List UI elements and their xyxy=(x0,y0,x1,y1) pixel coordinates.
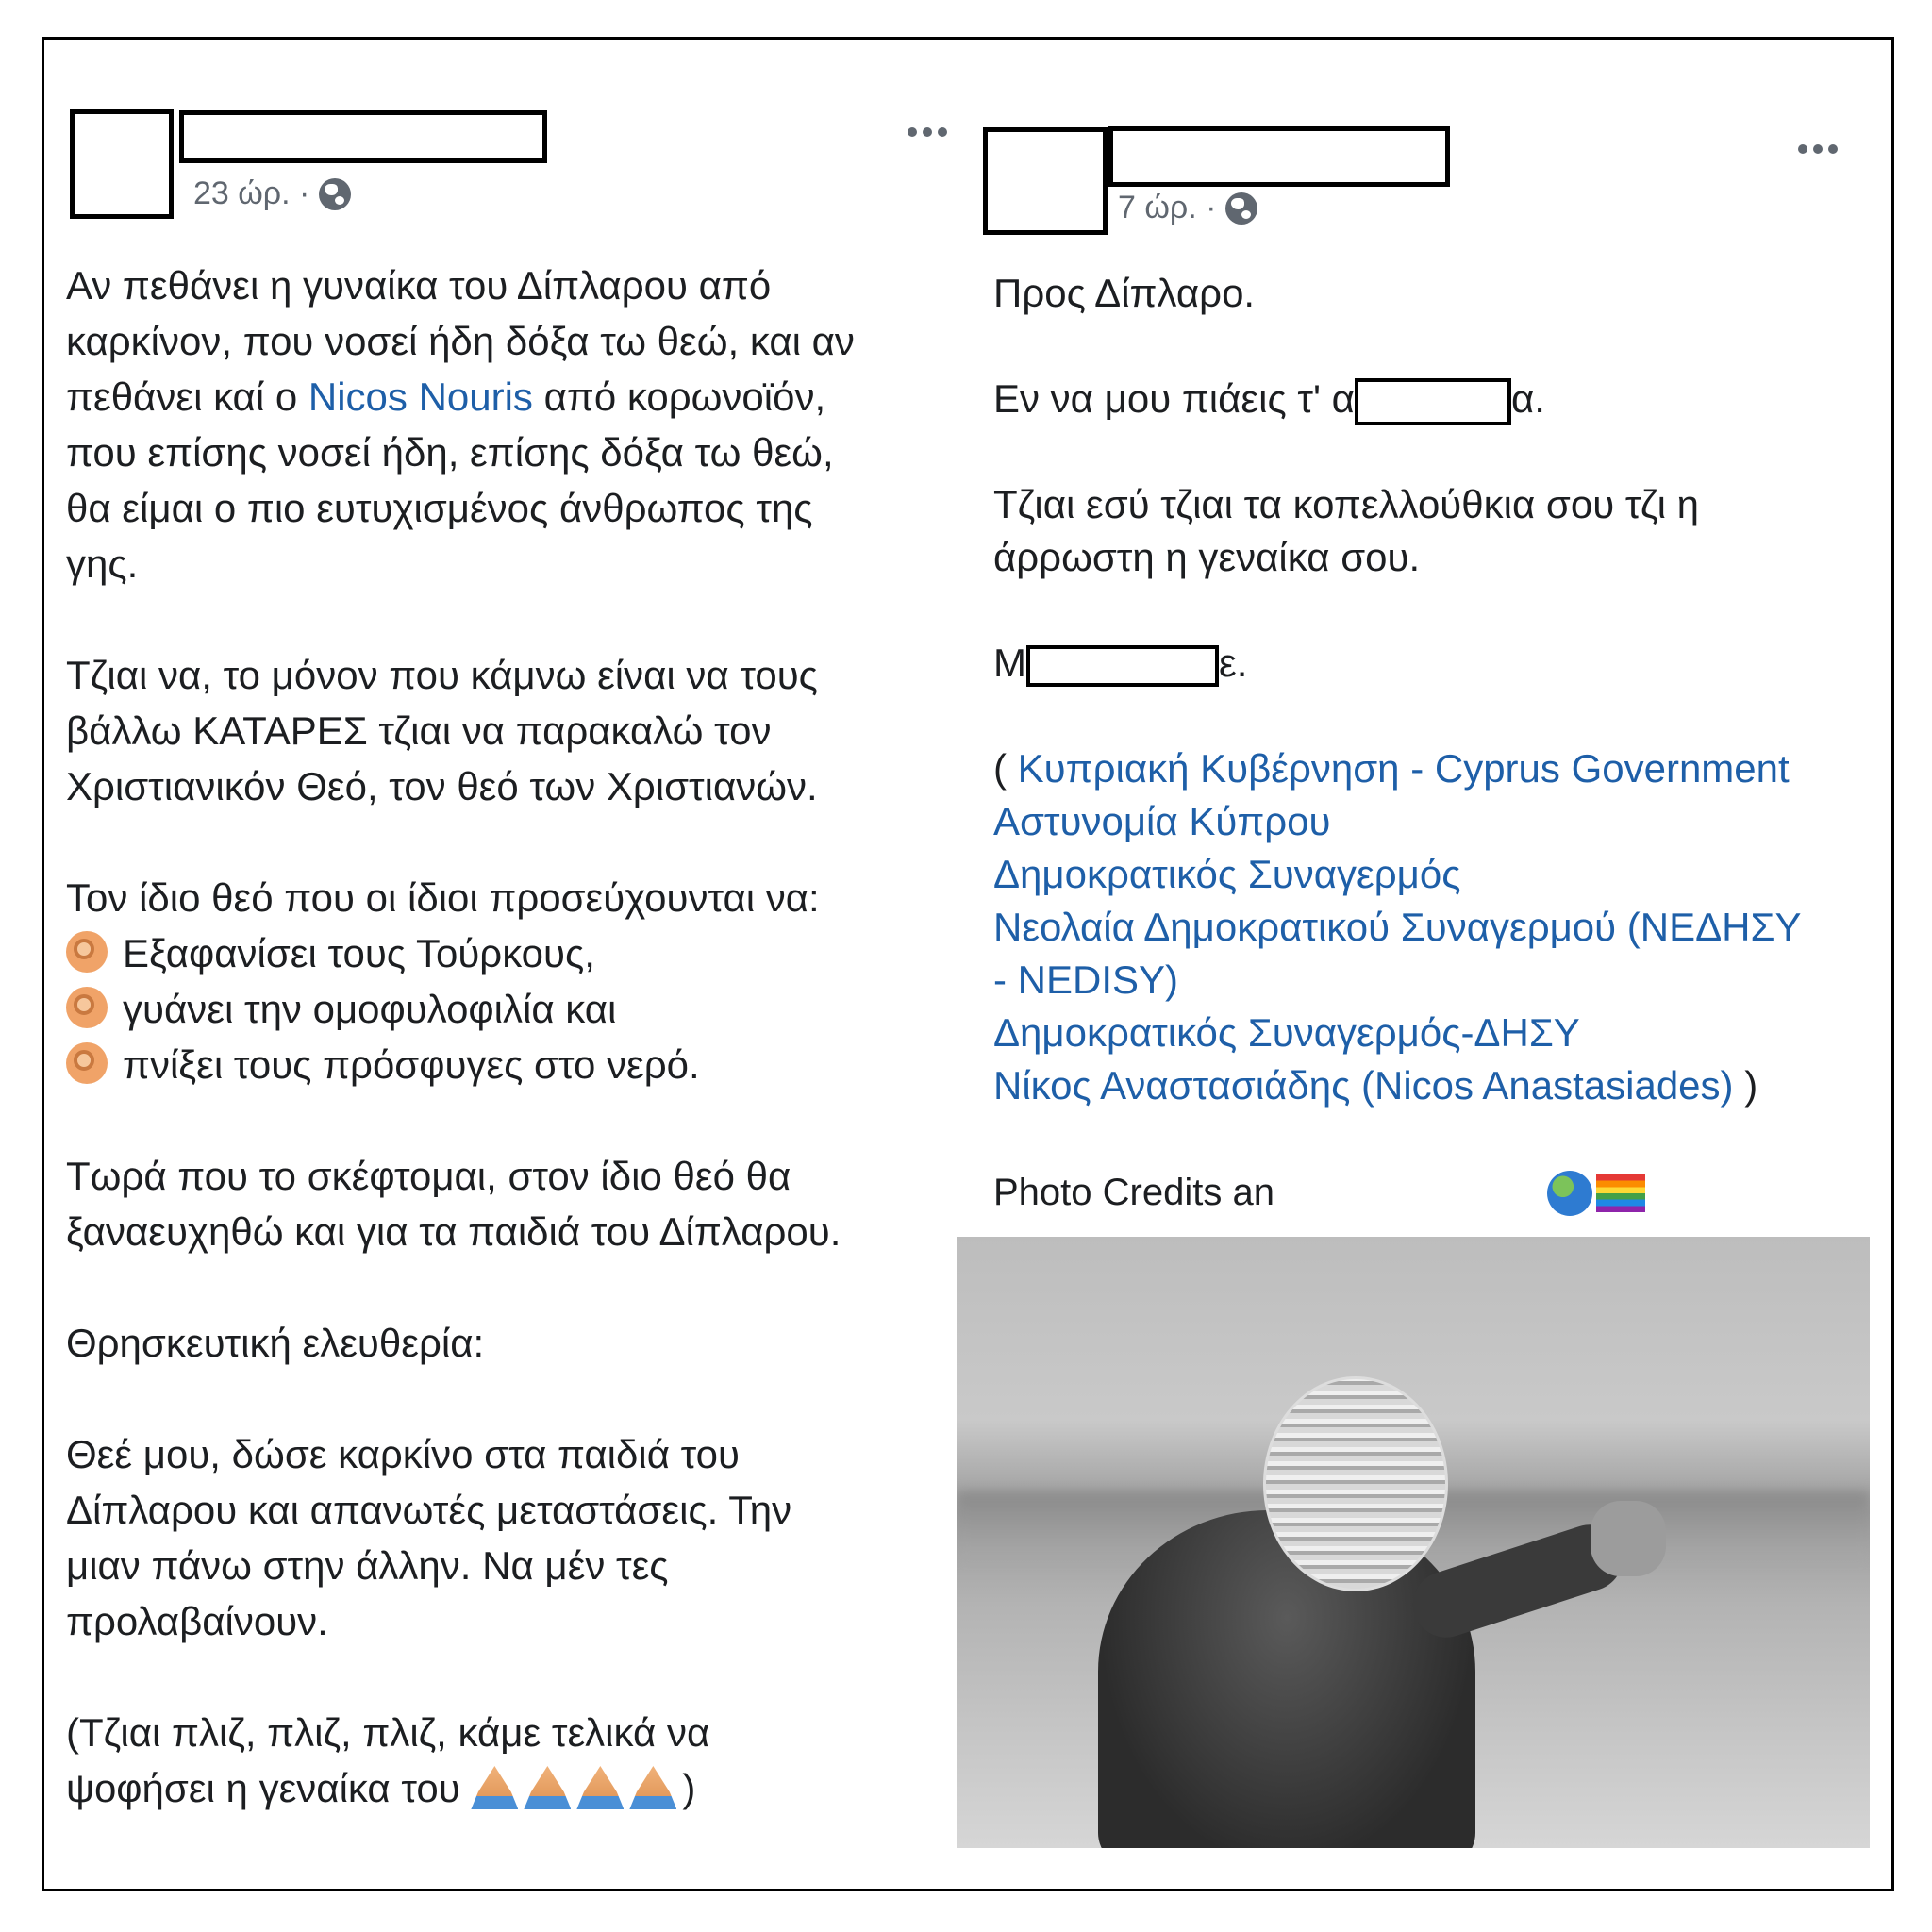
redacted-word xyxy=(1026,645,1219,687)
text-line: που επίσης νοσεί ήδη, επίσης δόξα τω θεώ, xyxy=(66,430,834,475)
praying-hands-icon xyxy=(629,1766,676,1809)
paragraph xyxy=(66,258,972,591)
tag-list xyxy=(993,742,1880,1112)
more-options-icon[interactable] xyxy=(908,127,947,137)
text-line: Προς Δίπλαρο. xyxy=(993,271,1256,315)
photo-subject-hand xyxy=(1591,1501,1666,1576)
redacted-avatar[interactable] xyxy=(983,127,1108,235)
text-span: Μ xyxy=(993,641,1026,685)
paragraph xyxy=(66,870,972,1092)
page-link-nedisy-cont[interactable]: - NEDISY) xyxy=(993,958,1179,1002)
redacted-avatar[interactable] xyxy=(70,109,174,219)
text-line: προλαβαίνουν. xyxy=(66,1599,328,1643)
paragraph xyxy=(993,373,1880,425)
paragraph xyxy=(66,1315,972,1371)
text-line: Δίπλαρου και απανωτές μεταστάσεις. Την xyxy=(66,1488,792,1532)
page-link-disy-2[interactable]: Δημοκρατικός Συναγερμός-ΔΗΣΥ xyxy=(993,1010,1580,1055)
text-span: ) xyxy=(1733,1063,1758,1108)
text-line: καρκίνον, που νοσεί ήδη δόξα τω θεώ, και αν xyxy=(66,319,855,363)
text-span: ) xyxy=(682,1766,696,1810)
text-span: ε. xyxy=(1219,641,1248,685)
rainbow-flag-icon xyxy=(1596,1174,1645,1212)
text-line: μιαν πάνω στην άλλην. Να μέν τες xyxy=(66,1543,669,1588)
text-line: βάλλω ΚΑΤΑΡΕΣ τζιαι να παρακαλώ τον xyxy=(66,708,772,753)
text-line: Τζιαι εσύ τζιαι τα κοπελλούθκια σου τζι η xyxy=(993,482,1699,526)
globe-icon xyxy=(1225,192,1257,225)
ok-hand-icon xyxy=(66,931,108,973)
text-line: Τωρά που το σκέφτομαι, στον ίδιο θεό θα xyxy=(66,1154,791,1198)
text-span: πεθάνει καί ο xyxy=(66,375,308,419)
ok-hand-icon xyxy=(66,1042,108,1084)
paragraph xyxy=(993,267,1880,320)
text-line xyxy=(993,742,1880,795)
text-line: Θεέ μου, δώσε καρκίνο στα παιδιά του xyxy=(66,1432,740,1476)
post-time[interactable]: 23 ώρ. · xyxy=(193,175,310,211)
post-photo[interactable] xyxy=(957,1237,1870,1848)
text-line xyxy=(993,637,1880,690)
text-line: Χριστιανικόν Θεό, τον θεό των Χριστιανών. xyxy=(66,764,818,808)
text-span: Photo Credits an xyxy=(993,1172,1274,1213)
ok-hand-icon xyxy=(66,987,108,1028)
photo-credits xyxy=(993,1166,1274,1219)
text-line xyxy=(66,1760,972,1816)
text-line: Τζιαι να, το μόνον που κάμνω είναι να τους xyxy=(66,653,818,697)
text-line: (Τζιαι πλιζ, πλιζ, πλιζ, κάμε τελικά να xyxy=(66,1710,710,1755)
text-span: πνίξει τους πρόσφυγες στο νερό. xyxy=(123,1042,700,1087)
globe-icon xyxy=(319,178,351,210)
text-line xyxy=(993,1059,1880,1112)
text-span: από κορωνοϊόν, xyxy=(532,375,826,419)
bullet-line xyxy=(66,925,972,981)
mention-link[interactable]: Nicos Nouris xyxy=(308,375,533,419)
text-line: ξαναευχηθώ και για τα παιδιά του Δίπλαρου. xyxy=(66,1209,841,1254)
text-line: γης. xyxy=(66,541,139,586)
page-link-nedisy[interactable]: Νεολαία Δημοκρατικού Συναγερμού (ΝΕΔΗΣΥ xyxy=(993,905,1802,949)
text-span: ( xyxy=(993,746,1018,791)
redacted-word xyxy=(1355,378,1511,425)
paragraph xyxy=(66,1705,972,1816)
bullet-line xyxy=(66,981,972,1037)
more-options-icon[interactable] xyxy=(1798,144,1838,154)
page-link-cyprus-government[interactable]: Κυπριακή Κυβέρνηση - Cyprus Government xyxy=(1017,746,1790,791)
paragraph xyxy=(66,1426,972,1649)
post-meta xyxy=(193,175,351,212)
paragraph xyxy=(66,1148,972,1259)
text-span: ψοφήσει η γεναίκα του xyxy=(66,1766,472,1810)
text-line: Τον ίδιο θεό που οι ίδιοι προσεύχουνται να: xyxy=(66,875,820,920)
post-time[interactable]: 7 ώρ. · xyxy=(1118,190,1217,225)
text-line xyxy=(993,373,1880,425)
blurred-face xyxy=(1263,1376,1448,1591)
right-post-text xyxy=(993,267,1880,1165)
page-link-cyprus-police[interactable]: Αστυνομία Κύπρου xyxy=(993,799,1331,843)
text-line: θα είμαι ο πιο ευτυχισμένος άνθρωπος της xyxy=(66,486,813,530)
page-link-anastasiades[interactable]: Νίκος Αναστασιάδης (Nicos Anastasiades) xyxy=(993,1063,1734,1108)
praying-hands-icon xyxy=(576,1766,624,1809)
text-line: άρρωστη η γεναίκα σου. xyxy=(993,535,1421,579)
text-line: Αν πεθάνει η γυναίκα του Δίπλαρου από xyxy=(66,263,772,308)
redacted-author-name[interactable] xyxy=(179,110,547,163)
text-line xyxy=(66,369,972,425)
text-span: γυάνει την ομοφυλοφιλία και xyxy=(123,987,617,1031)
paragraph xyxy=(993,478,1880,584)
text-span: α. xyxy=(1510,376,1545,421)
bullet-line xyxy=(66,1037,972,1092)
redacted-author-name[interactable] xyxy=(1108,126,1450,187)
paragraph xyxy=(66,647,972,814)
text-line: Θρησκευτική ελευθερία: xyxy=(66,1321,485,1365)
page-link-disy[interactable]: Δημοκρατικός Συναγερμός xyxy=(993,852,1461,896)
earth-globe-icon xyxy=(1547,1171,1592,1216)
praying-hands-icon xyxy=(471,1766,518,1809)
praying-hands-icon xyxy=(524,1766,571,1809)
text-span: Εν να μου πιάεις τ' α xyxy=(993,376,1355,421)
paragraph xyxy=(993,637,1880,690)
post-meta xyxy=(1118,190,1257,226)
text-span: Εξαφανίσει τους Τούρκους, xyxy=(123,931,595,975)
credits-emoji xyxy=(1547,1171,1645,1216)
left-post-text xyxy=(66,258,972,1872)
